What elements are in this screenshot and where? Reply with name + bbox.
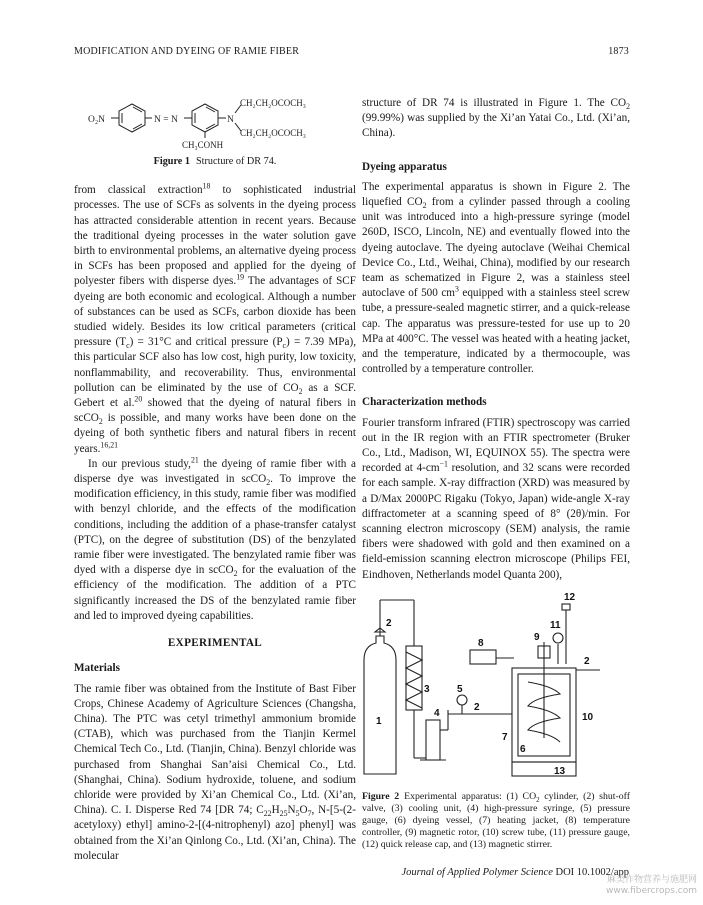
figure-2-caption: Figure 2 Experimental apparatus: (1) $CO_2$ cylinder, (2) shut-off valve, (3) cooling unit, (4) high-pressure syringe, (5) pressure gauge, (6) dyeing vessel, (7) heating jacket, (8) temperature controller, (9) magnetic rotor, (10) screw tube, (11) pressure gauge, (12) quick release cap, and (13) magnetic stirrer. xyxy=(362,791,630,850)
chain-bottom-label: CH₂CH₂OCOCH₃ xyxy=(240,128,306,138)
figure-2-caption-label: Figure 2 xyxy=(362,791,400,802)
label-10: 10 xyxy=(582,712,594,723)
dyeing-apparatus-paragraph: The experimental apparatus is shown in Figure 2. The liquefied $CO_2$ from a cylinder passed through a cooling unit was introduced into a high-pressure syringe (model 260D, ISCO, Lincoln, NE) and eventually flowed into the dyeing autoclave. The dyeing autoclave (Weihai Chemical Device Co., Ltd., Weihai, China), modified by our research team as schematized in Figure 2, was a stainless steel autoclave of 500 $cm^3$ equipped with a stainless steel screw tube, a pressure-sealed magnetic stirrer, and a quick-release cap. The apparatus was pressure-tested for use up to 20 MPa at 400°C. The vessel was heated with a heating jacket, and the temperature, indicated by a thermocouple, was controlled by a temperature controller. xyxy=(362,180,630,376)
watermark-line-2: www.fibercrops.com xyxy=(606,886,697,896)
apparatus-diagram xyxy=(362,588,630,780)
label-2b: 2 xyxy=(474,702,480,713)
page-footer xyxy=(401,867,629,878)
figure-1-structure xyxy=(74,96,356,152)
chain-top-label: CH₂CH₂OCOCH₃ xyxy=(240,98,306,108)
figure-1-caption xyxy=(74,154,356,169)
subheading-characterization: Characterization methods xyxy=(362,396,487,409)
characterization-paragraph: Fourier transform infrared (FTIR) spectroscopy was carried out in the IR region with an FTIR spectrometer (Bruker Co., Ltd., Madison, WI, EQUINOX 55). The spectra were recorded at $4-cm^{-1}$ resolution, and 32 scans were recorded for each sample. X-ray diffraction (XRD) was measured by a D/Max 2000PC Rigaku (Tokyo, Japan) wide-angle X-ray diffractometer at a scanning speed of 8° (2θ)/min. For scanning electron microscopy (SEM) analysis, the ramie fibers were shadowed with gold and then examined on a field-emission scanning electron microscope (Philips FEI, Eindhoven, Netherlands model Quanta 200), xyxy=(362,416,630,581)
doi: DOI 10.1002/app xyxy=(555,867,629,878)
materials-continued-paragraph: structure of DR 74 is illustrated in Figure 1. The $CO_2$ (99.99%) was supplied by the Xi’an Yatai Co., Ltd. (Xi’an, China). xyxy=(362,97,630,140)
label-13: 13 xyxy=(554,766,566,777)
label-7: 7 xyxy=(502,732,508,743)
page-number: 1873 xyxy=(608,46,629,57)
label-4: 4 xyxy=(434,708,440,719)
nitro-group-label: O₂N xyxy=(88,115,106,125)
figure-1-caption-label: Figure 1 xyxy=(153,156,190,167)
label-3: 3 xyxy=(424,684,430,695)
materials-paragraph: The ramie fiber was obtained from the Institute of Bast Fiber Crops, Chinese Academy of Agriculture Sciences (Changsha, China). The PTC was cetyl trimethyl ammonium bromide (CTAB), which was purchased from the Tianjin Kermel Chemical Tech Co., Ltd. (Tianjin, China). Benzyl chloride was purchased from Shanghai San’aisi Chemical Co., Ltd. (Shanghai, China). Sodium hydroxide, toluene, and sodium chloride were provided by Xi’an Chemical Co., Ltd. (Xi’an, China). C. I. Disperse Red 74 [DR 74; $C_{22}H_{25}N_5O_7$, N-[5-(2-acetyloxy) ethyl] amino-2-[(4-nitrophenyl) azo] phenyl] was obtained from the Xi’an Qinlong Co., Ltd. (Xi’an, China). The molecular xyxy=(74,682,356,862)
journal-name: Journal of Applied Polymer Science xyxy=(401,867,553,878)
label-8: 8 xyxy=(478,638,484,649)
figure-2-apparatus xyxy=(362,588,630,780)
azo-group-label: N = N xyxy=(154,115,178,125)
left-column xyxy=(74,96,356,864)
subheading-materials: Materials xyxy=(74,662,120,675)
dr74-structure-diagram xyxy=(74,96,356,152)
label-2a: 2 xyxy=(386,618,392,629)
intro-paragraph-2: In our previous study,$^{21}$ the dyeing of ramie fiber with a disperse dye was investigated in scCO$_2$. To improve the modification efficiency, in this study, ramie fiber was modified with benzyl chloride, and the effects of the modification conditions, including the addition of a phase-transfer catalyst (PTC), on the degree of substitution (DS) of the benzylated ramie fiber were investigated. The benzylated ramie fiber was dyed with a disperse dye in scCO$_2$ for the evaluation of the efficiency of the modification. The addition of a PTC significantly increased the DS of the benzylated ramie fiber and led to improved dyeing capabilities. xyxy=(74,455,356,622)
right-column xyxy=(362,96,630,583)
intro-paragraph-1: from classical extraction$^{18}$ to sophisticated industrial processes. The use of SCFs as solvents in the dyeing process has attracted considerable attention in recent years. Because the traditional dyeing processes in the water solution gave birth to environmental problems, an alternative dyeing process in SCFs has been proposed and applied for the dyeing of polyester fibers with disperse dyes.$^{19}$ The advantages of SCF dyeing are both economic and ecological. Although a number of substances can be used as SCFs, carbon dioxide has been studied widely. Besides its low critical parameters (critical pressure $(T_c) = 31^\circ C$ and critical pressure $(P_c) = 7.39$ MPa), this particular SCF also has low cost, high purity, low toxicity, nonflammability, and recoverability. Thus, environmental pollution can be eliminated by the use of $CO_2$ as a SCF. Gebert et al.$^{20}$ showed that the dyeing of natural fibers in scCO$_2$ is possible, and many works have been done on the dyeing of both synthetic fibers and natural fibers in recent years.$^{16,21}$ xyxy=(74,181,357,455)
label-11: 11 xyxy=(550,620,561,631)
label-6: 6 xyxy=(520,744,526,755)
label-5: 5 xyxy=(457,684,463,695)
section-heading-experimental: EXPERIMENTAL xyxy=(167,637,263,650)
label-12: 12 xyxy=(564,592,576,603)
watermark xyxy=(606,875,697,897)
amine-label: N xyxy=(227,115,234,125)
label-2c: 2 xyxy=(584,656,590,667)
amide-label: CH₃CONH xyxy=(182,140,224,150)
label-9: 9 xyxy=(534,632,540,643)
watermark-line-1: 麻类作物营养与施肥网 xyxy=(606,875,697,885)
subheading-dyeing-apparatus: Dyeing apparatus xyxy=(362,160,447,173)
label-1: 1 xyxy=(376,716,382,727)
figure-1-caption-text: Structure of DR 74. xyxy=(195,156,277,167)
running-title: MODIFICATION AND DYEING OF RAMIE FIBER xyxy=(74,46,300,57)
